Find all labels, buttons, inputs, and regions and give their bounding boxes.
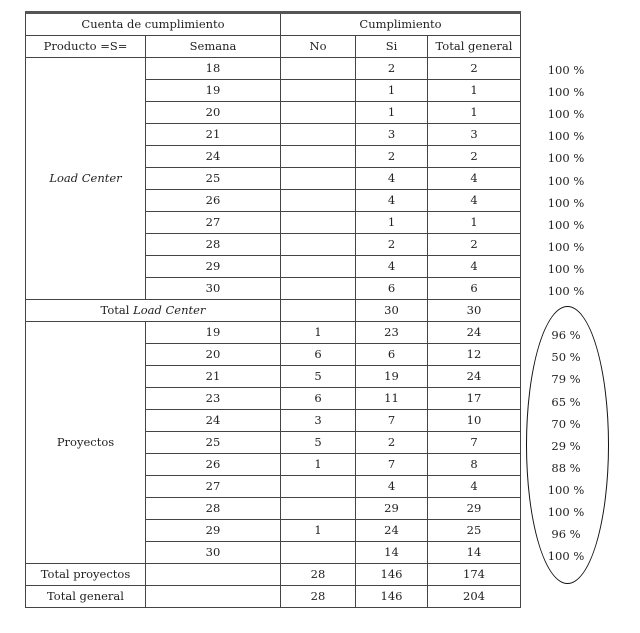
cell-si: 11	[356, 388, 428, 410]
subtotal-label: Total proyectos	[26, 564, 146, 586]
subtotal-row-load-center	[26, 300, 521, 322]
percentage-value: 88 %	[551, 460, 581, 475]
cell-no: 28	[281, 564, 356, 586]
cell-semana: 21	[146, 124, 281, 146]
cell-no	[281, 102, 356, 124]
cell-semana: 24	[146, 146, 281, 168]
table-row	[26, 322, 521, 344]
percentage-value: 100 %	[547, 482, 585, 497]
cell-semana: 18	[146, 58, 281, 80]
cell-semana: 20	[146, 344, 281, 366]
cell-si: 4	[356, 190, 428, 212]
cell-si: 4	[356, 168, 428, 190]
cell-semana: 25	[146, 168, 281, 190]
cell-total: 24	[428, 322, 521, 344]
percentage-value: 100 %	[547, 505, 585, 519]
subtotal-row-proyectos	[26, 564, 521, 586]
cell-no	[281, 58, 356, 80]
cell-total: 30	[428, 300, 521, 322]
percentage-value: 29 %	[551, 438, 581, 453]
percentage-value: 100 %	[547, 107, 585, 122]
cell-semana: 30	[146, 278, 281, 300]
header-semana: Semana	[146, 36, 281, 58]
product-proyectos: Proyectos	[26, 322, 146, 564]
grand-total-row	[26, 586, 521, 608]
cell-no: 3	[281, 410, 356, 432]
product-load-center: Load Center	[26, 58, 146, 300]
cell-total: 3	[428, 124, 521, 146]
cell-semana: 19	[146, 322, 281, 344]
cell-total: 174	[428, 564, 521, 586]
cell-semana: 25	[146, 432, 281, 454]
cell-si: 14	[356, 542, 428, 564]
cell-total: 10	[428, 410, 521, 432]
cell-total: 2	[428, 234, 521, 256]
cell-semana-empty	[146, 586, 281, 608]
percentage-value: 100 %	[547, 217, 585, 232]
cell-total: 7	[428, 432, 521, 454]
cell-semana: 27	[146, 476, 281, 498]
cell-total: 1	[428, 212, 521, 234]
cell-si: 6	[356, 278, 428, 300]
cell-total: 1	[428, 102, 521, 124]
cell-no	[281, 190, 356, 212]
percentage-value: 100 %	[547, 239, 585, 254]
cell-si: 1	[356, 102, 428, 124]
cell-semana: 19	[146, 80, 281, 102]
cell-no: 1	[281, 454, 356, 476]
header-cumplimiento: Cumplimiento	[281, 13, 521, 36]
cell-si: 146	[356, 564, 428, 586]
cell-total: 2	[428, 146, 521, 168]
cell-semana-empty	[146, 564, 281, 586]
percentage-value: 79 %	[551, 372, 581, 387]
cell-si: 7	[356, 454, 428, 476]
subtotal-label	[26, 300, 281, 322]
cell-si: 2	[356, 234, 428, 256]
table-row	[26, 58, 521, 80]
cell-semana: 26	[146, 454, 281, 476]
cell-si: 3	[356, 124, 428, 146]
cell-total: 4	[428, 168, 521, 190]
cell-semana: 28	[146, 498, 281, 520]
header-columns-row	[26, 36, 521, 58]
cell-si: 23	[356, 322, 428, 344]
cell-total: 204	[428, 586, 521, 608]
subtotal-prefix: Total	[100, 303, 130, 317]
header-no: No	[281, 36, 356, 58]
cell-total: 1	[428, 80, 521, 102]
header-group-row	[26, 13, 521, 36]
cell-semana: 20	[146, 102, 281, 124]
cell-no	[281, 212, 356, 234]
cell-total: 12	[428, 344, 521, 366]
cell-no	[281, 300, 356, 322]
header-producto: Producto =S=	[26, 36, 146, 58]
percentage-value: 100 %	[547, 63, 585, 77]
cell-total: 25	[428, 520, 521, 542]
cell-no	[281, 278, 356, 300]
cell-total: 4	[428, 256, 521, 278]
cell-no	[281, 256, 356, 278]
table-body	[26, 13, 521, 608]
cell-si: 24	[356, 520, 428, 542]
cell-total: 29	[428, 498, 521, 520]
header-total-general: Total general	[428, 36, 521, 58]
cell-semana: 27	[146, 212, 281, 234]
cell-total: 2	[428, 58, 521, 80]
cell-semana: 30	[146, 542, 281, 564]
highlight-oval	[526, 306, 609, 584]
cell-si: 30	[356, 300, 428, 322]
cell-no	[281, 124, 356, 146]
cell-no: 5	[281, 432, 356, 454]
grand-total-label: Total general	[26, 586, 146, 608]
compliance-table	[25, 11, 521, 608]
percentage-value: 65 %	[551, 394, 581, 409]
cell-si: 2	[356, 432, 428, 454]
cell-si: 146	[356, 586, 428, 608]
cell-semana: 29	[146, 256, 281, 278]
percentage-value: 100 %	[547, 85, 585, 100]
cell-si: 2	[356, 146, 428, 168]
cell-no	[281, 476, 356, 498]
cell-no: 1	[281, 520, 356, 542]
cell-si: 7	[356, 410, 428, 432]
cell-no	[281, 146, 356, 168]
cell-total: 4	[428, 476, 521, 498]
cell-semana: 26	[146, 190, 281, 212]
cell-total: 24	[428, 366, 521, 388]
cell-semana: 21	[146, 366, 281, 388]
cell-si: 6	[356, 344, 428, 366]
cell-total: 4	[428, 190, 521, 212]
cell-total: 6	[428, 278, 521, 300]
cell-total: 8	[428, 454, 521, 476]
cell-si: 29	[356, 498, 428, 520]
subtotal-name: Load Center	[133, 303, 206, 317]
percentage-value: 100 %	[547, 549, 585, 564]
percentage-value: 70 %	[551, 416, 581, 431]
percentage-value: 100 %	[547, 151, 585, 166]
percentage-value: 50 %	[551, 350, 581, 365]
cell-no: 1	[281, 322, 356, 344]
cell-si: 2	[356, 58, 428, 80]
cell-no: 5	[281, 366, 356, 388]
cell-no: 28	[281, 586, 356, 608]
cell-si: 4	[356, 256, 428, 278]
cell-semana: 29	[146, 520, 281, 542]
percentage-value: 96 %	[551, 527, 581, 542]
percentage-value: 100 %	[547, 129, 585, 144]
cell-no: 6	[281, 344, 356, 366]
cell-no: 6	[281, 388, 356, 410]
cell-si: 4	[356, 476, 428, 498]
cell-semana: 24	[146, 410, 281, 432]
cell-no	[281, 80, 356, 102]
header-cuenta: Cuenta de cumplimiento	[26, 13, 281, 36]
cell-semana: 28	[146, 234, 281, 256]
cell-semana: 23	[146, 388, 281, 410]
cell-no	[281, 168, 356, 190]
cell-no	[281, 234, 356, 256]
cell-total: 17	[428, 388, 521, 410]
cell-si: 19	[356, 366, 428, 388]
cell-no	[281, 498, 356, 520]
percentage-value: 100 %	[547, 284, 585, 298]
percentage-value: 100 %	[547, 195, 585, 210]
percentage-value: 96 %	[551, 328, 581, 343]
percentage-value: 100 %	[547, 261, 585, 276]
cell-no	[281, 542, 356, 564]
percentage-value: 100 %	[547, 173, 585, 188]
cell-si: 1	[356, 80, 428, 102]
cell-si: 1	[356, 212, 428, 234]
cell-total: 14	[428, 542, 521, 564]
header-si: Si	[356, 36, 428, 58]
